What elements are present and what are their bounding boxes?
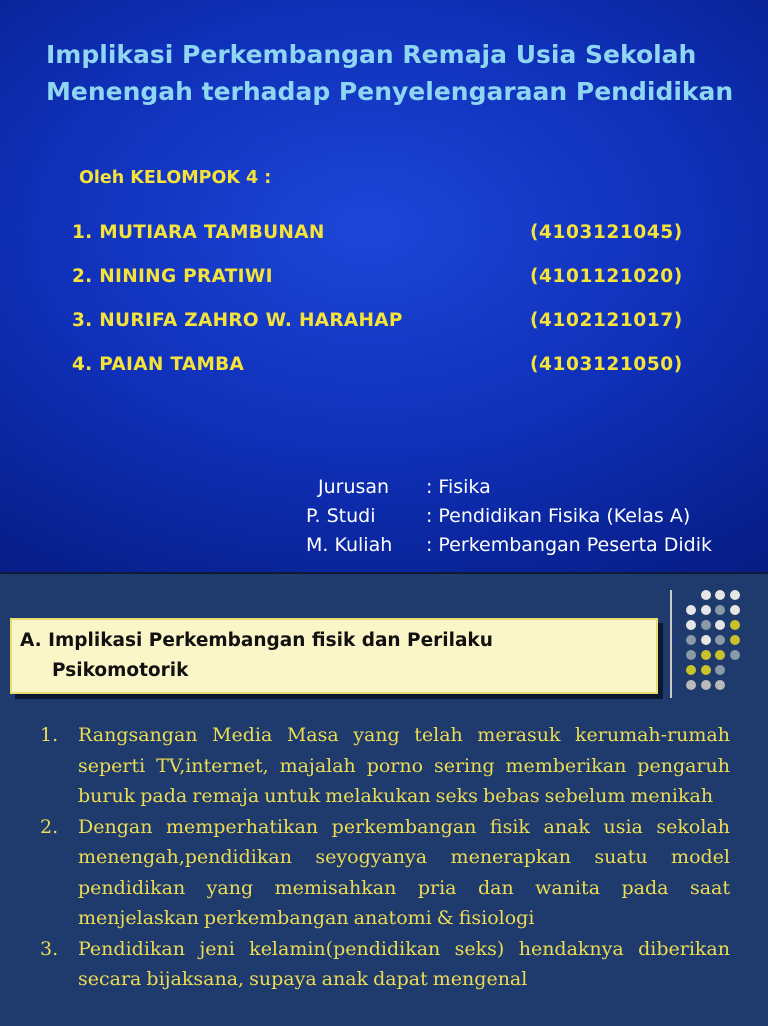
member-nim: (4103121050): [530, 354, 683, 375]
content-slide: [0, 572, 768, 1026]
info-row-jurusan: [304, 476, 764, 505]
member-list: [72, 222, 712, 398]
list-item: [36, 812, 730, 934]
decorative-dot: [686, 635, 696, 645]
info-row-prodi: [304, 505, 764, 534]
info-row-kuliah: [304, 534, 764, 563]
title-line-2: Menengah terhadap Penyelengaraan Pendidikan: [46, 77, 734, 106]
decorative-dot: [701, 680, 711, 690]
info-value: [426, 505, 690, 527]
list-number: 3.: [40, 937, 59, 960]
decorative-dot: [701, 590, 711, 600]
member-nim: (4102121017): [530, 310, 683, 331]
decorative-dot: [715, 620, 725, 630]
list-number: 2.: [40, 815, 59, 838]
info-value: [426, 476, 491, 498]
member-name: 3. NURIFA ZAHRO W. HARAHAP: [72, 310, 403, 331]
member-nim: (4103121045): [530, 222, 683, 243]
info-colon: :: [426, 505, 433, 527]
decorative-dot: [730, 620, 740, 630]
info-colon: :: [426, 534, 433, 556]
member-row: [72, 354, 712, 398]
decorative-dot: [701, 620, 711, 630]
info-colon: :: [426, 476, 433, 498]
section-heading-line-2: Psikomotorik: [52, 660, 189, 681]
decorative-dot: [701, 635, 711, 645]
section-heading-box: [10, 618, 658, 694]
list-item: [36, 720, 730, 812]
decorative-dot: [715, 650, 725, 660]
list-text: Dengan memperhatikan perkembangan fisik anak usia sekolah menengah,pendidikan seyogyanya menerapkan suatu model pendidikan yang memisahkan pria dan wanita pada saat menjelaskan perkembangan anatomi & fisiologi: [78, 815, 730, 929]
member-row: [72, 310, 712, 354]
decorative-dot: [715, 665, 725, 675]
member-name: 1. MUTIARA TAMBUNAN: [72, 222, 325, 243]
decorative-dot: [686, 605, 696, 615]
list-text: Rangsangan Media Masa yang telah merasuk kerumah-rumah seperti TV,internet, majalah porno sering memberikan pengaruh buruk pada remaja untuk melakukan seks bebas sebelum menikah: [78, 724, 730, 807]
info-label: M. Kuliah: [306, 534, 393, 556]
group-label: Oleh KELOMPOK 4 :: [79, 168, 272, 188]
info-label: Jurusan: [318, 476, 390, 498]
decorative-dot: [701, 650, 711, 660]
member-row: [72, 266, 712, 310]
decorative-dot: [701, 605, 711, 615]
info-text: Pendidikan Fisika (Kelas A): [438, 505, 691, 527]
info-text: Fisika: [438, 476, 491, 498]
decorative-dot: [701, 665, 711, 675]
list-item: [36, 934, 730, 995]
info-value: [426, 534, 712, 556]
decorative-dot-grid: [682, 590, 762, 700]
info-label: P. Studi: [306, 505, 376, 527]
decorative-dot: [715, 635, 725, 645]
title-line-1: Implikasi Perkembangan Remaja Usia Sekolah: [46, 40, 697, 69]
decorative-dot: [686, 665, 696, 675]
list-number: 1.: [40, 724, 59, 746]
decorative-dot: [715, 605, 725, 615]
slide-title: [46, 36, 746, 110]
info-text: Perkembangan Peserta Didik: [438, 534, 712, 556]
member-name: 2. NINING PRATIWI: [72, 266, 273, 287]
decorative-dot: [730, 590, 740, 600]
decorative-dot: [686, 620, 696, 630]
course-info: [304, 476, 764, 563]
decorative-dot: [730, 605, 740, 615]
divider-line: [670, 590, 672, 698]
decorative-dot: [686, 650, 696, 660]
decorative-dot: [715, 680, 725, 690]
implication-list: [36, 720, 730, 995]
section-heading-line-1: A. Implikasi Perkembangan fisik dan Perilaku: [20, 630, 493, 651]
decorative-dot: [730, 635, 740, 645]
member-name: 4. PAIAN TAMBA: [72, 354, 245, 375]
decorative-dot: [730, 650, 740, 660]
decorative-dot: [715, 590, 725, 600]
member-nim: (4101121020): [530, 266, 683, 287]
decorative-dot: [686, 680, 696, 690]
list-text: Pendidikan jeni kelamin(pendidikan seks) hendaknya diberikan secara bijaksana, supaya anak dapat mengenal: [78, 937, 730, 990]
member-row: [72, 222, 712, 266]
